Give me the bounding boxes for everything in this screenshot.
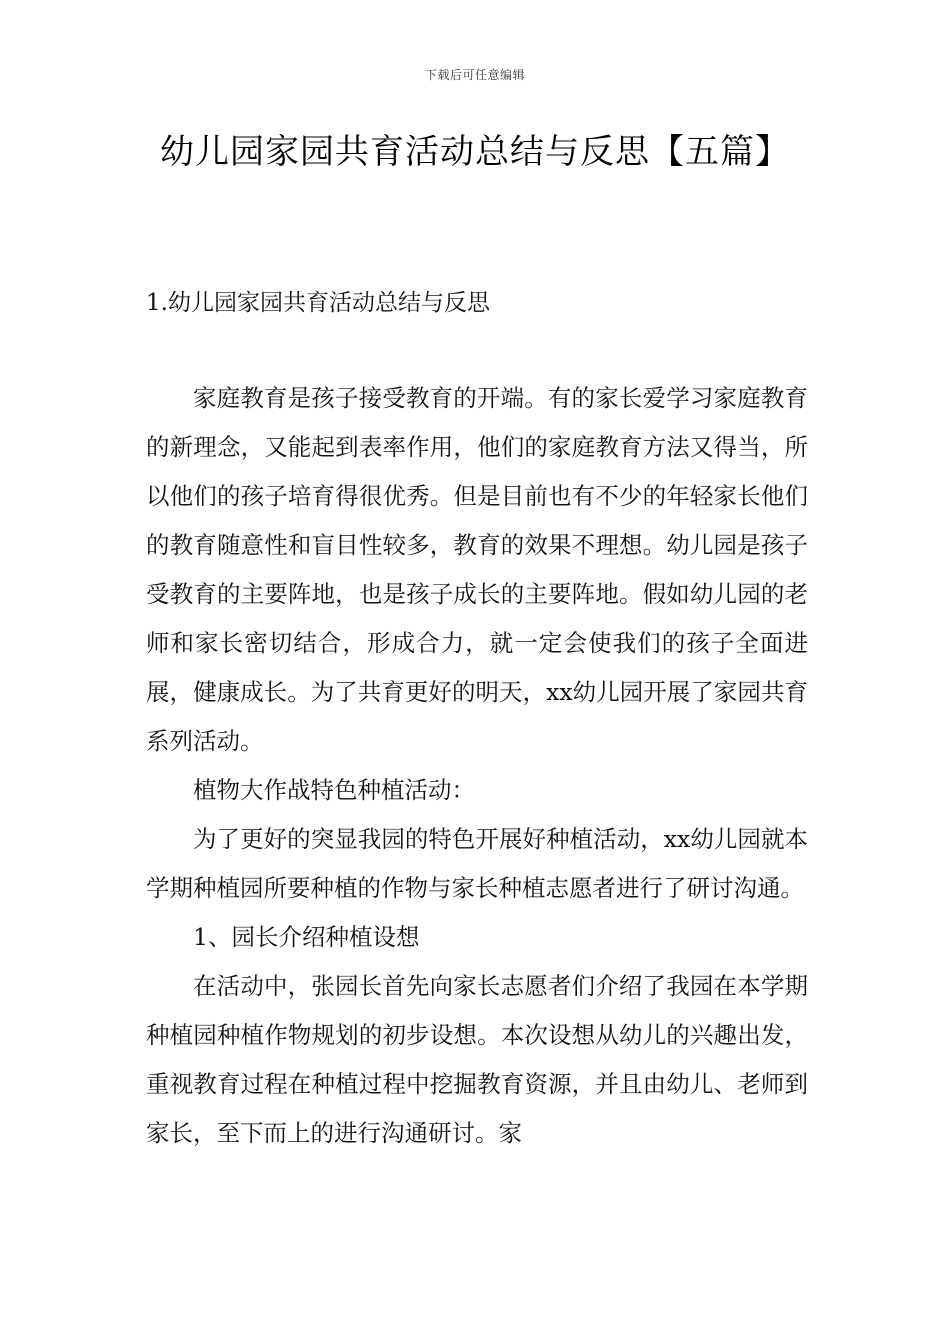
body-text (146, 374, 808, 1158)
paragraph-activity-purpose: 为了更好的突显我园的特色开展好种植活动，xx幼儿园就本学期种植园所要种植的作物与家长种植志愿者进行了研讨沟通。 (146, 825, 808, 902)
paragraph-subheading: 1、园长介绍种植设想 (193, 923, 420, 951)
paragraph-intro: 家庭教育是孩子接受教育的开端。有的家长爱学习家庭教育的新理念，又能起到表率作用，他们的家庭教育方法又得当，所以他们的孩子培育得很优秀。但是目前也有不少的年轻家长他们的教育随意性和盲目性较多，教育的效果不理想。幼儿园是孩子受教育的主要阵地，也是孩子成长的主要阵地。假如幼儿园的老师和家长密切结合，形成合力，就一定会使我们的孩子全面进展，健康成长。为了共育更好的明天，xx幼儿园开展了家园共育系列活动。 (146, 384, 808, 755)
paragraph-activity-title: 植物大作战特色种植活动： (193, 776, 475, 804)
document-title: 幼儿园家园共育活动总结与反思【五篇】 (160, 132, 790, 172)
paragraph-details: 在活动中，张园长首先向家长志愿者们介绍了我园在本学期种植园种植作物规划的初步设想。本次设想从幼儿的兴趣出发，重视教育过程在种植过程中挖掘教育资源，并且由幼儿、老师到家长，至下而上的进行沟通研讨。家 (146, 972, 808, 1147)
section-heading: 1.幼儿园家园共育活动总结与反思 (146, 290, 490, 316)
header-note: 下载后可任意编辑 (424, 68, 525, 82)
